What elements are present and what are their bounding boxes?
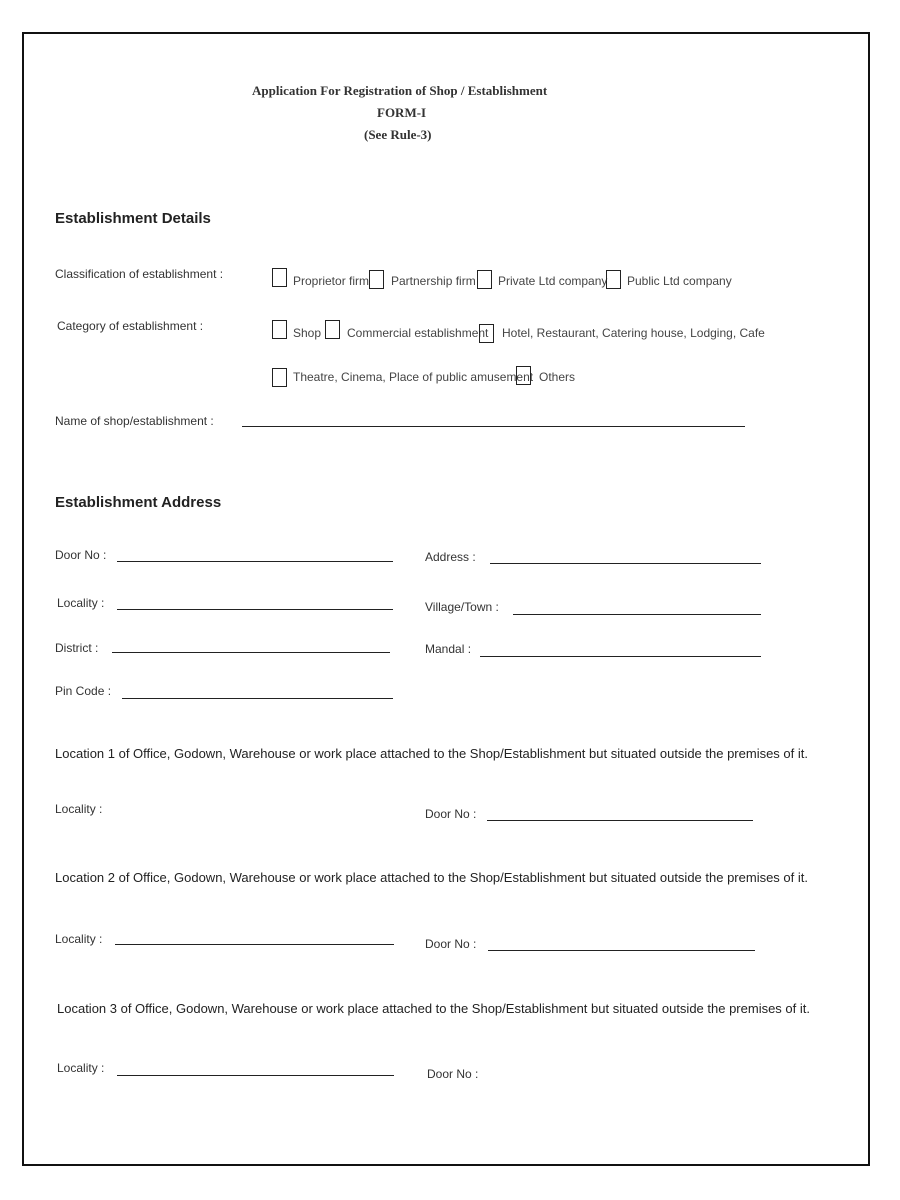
- district-label: District :: [55, 641, 99, 655]
- checkbox-proprietor-firm[interactable]: [272, 268, 287, 287]
- locality-label: Locality :: [57, 596, 105, 610]
- form-rule: (See Rule-3): [364, 127, 432, 142]
- establishment-details-heading: Establishment Details: [55, 210, 211, 227]
- option-hotel: Hotel, Restaurant, Catering house, Lodging, Cafe: [502, 326, 765, 340]
- checkbox-partnership-firm[interactable]: [369, 270, 384, 289]
- location-2-door-no-field[interactable]: [488, 950, 755, 951]
- location-1-door-no-label: Door No :: [425, 807, 477, 821]
- district-field[interactable]: [112, 652, 390, 653]
- category-label: Category of establishment :: [57, 319, 204, 333]
- shop-name-field[interactable]: [242, 426, 745, 427]
- location-3-text: Location 3 of Office, Godown, Warehouse or work place attached to the Shop/Establishment but situated outside the premises of it.: [57, 1001, 810, 1016]
- village-town-field[interactable]: [513, 614, 761, 615]
- location-1-door-no-field[interactable]: [487, 820, 753, 821]
- form-page: [22, 32, 870, 1166]
- address-label: Address :: [425, 550, 476, 564]
- village-town-label: Village/Town :: [425, 600, 499, 614]
- pin-code-field[interactable]: [122, 698, 393, 699]
- checkbox-shop[interactable]: [272, 320, 287, 339]
- shop-name-label: Name of shop/establishment :: [55, 414, 214, 428]
- option-private-ltd: Private Ltd company: [498, 274, 608, 288]
- option-proprietor-firm: Proprietor firm: [293, 274, 370, 288]
- location-3-door-no-label: Door No :: [427, 1067, 479, 1081]
- pin-code-label: Pin Code :: [55, 684, 112, 698]
- location-1-text: Location 1 of Office, Godown, Warehouse or work place attached to the Shop/Establishment but situated outside the premises of it.: [55, 746, 808, 761]
- checkbox-public-ltd[interactable]: [606, 270, 621, 289]
- checkbox-hotel[interactable]: [479, 324, 494, 343]
- option-others: Others: [539, 370, 576, 384]
- checkbox-theatre[interactable]: [272, 368, 287, 387]
- form-number: FORM-I: [377, 105, 427, 120]
- establishment-address-heading: Establishment Address: [55, 494, 222, 511]
- location-2-locality-field[interactable]: [115, 944, 394, 945]
- location-2-door-no-label: Door No :: [425, 937, 477, 951]
- door-no-field[interactable]: [117, 561, 393, 562]
- location-1-locality-label: Locality :: [55, 802, 103, 816]
- checkbox-others[interactable]: [516, 366, 531, 385]
- locality-field[interactable]: [117, 609, 393, 610]
- option-commercial: Commercial establishment: [347, 326, 489, 340]
- address-field[interactable]: [490, 563, 761, 564]
- option-theatre: Theatre, Cinema, Place of public amusement: [293, 370, 534, 384]
- location-3-locality-field[interactable]: [117, 1075, 394, 1076]
- location-2-text: Location 2 of Office, Godown, Warehouse or work place attached to the Shop/Establishment but situated outside the premises of it.: [55, 870, 808, 885]
- option-shop: Shop: [293, 326, 322, 340]
- checkbox-private-ltd[interactable]: [477, 270, 492, 289]
- mandal-field[interactable]: [480, 656, 761, 657]
- mandal-label: Mandal :: [425, 642, 472, 656]
- classification-label: Classification of establishment :: [55, 267, 224, 281]
- location-2-locality-label: Locality :: [55, 932, 103, 946]
- form-title: Application For Registration of Shop / Establishment: [252, 83, 548, 98]
- location-3-locality-label: Locality :: [57, 1061, 105, 1075]
- checkbox-commercial[interactable]: [325, 320, 340, 339]
- option-partnership-firm: Partnership firm: [391, 274, 476, 288]
- door-no-label: Door No :: [55, 548, 107, 562]
- option-public-ltd: Public Ltd company: [627, 274, 732, 288]
